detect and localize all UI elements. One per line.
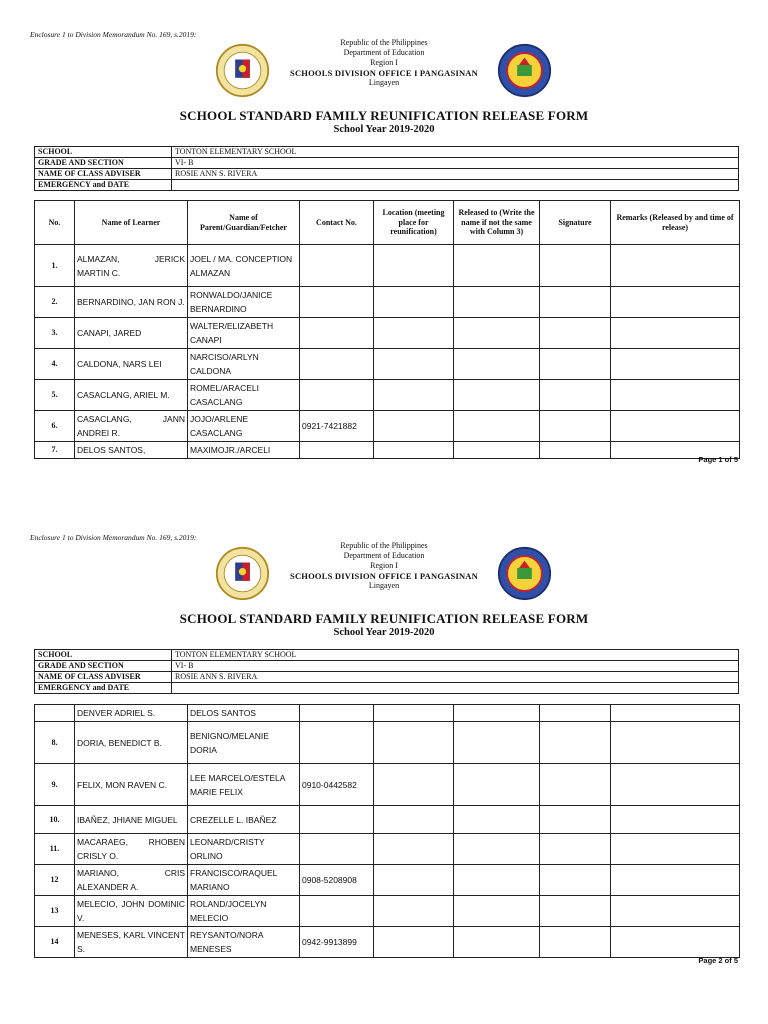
table-row bbox=[35, 245, 740, 287]
location-cell[interactable] bbox=[374, 927, 454, 958]
learner-name: MELECIO, JOHN DOMINIC V. bbox=[75, 896, 188, 927]
contact-number bbox=[300, 442, 374, 459]
contact-number: 0942-9913899 bbox=[300, 927, 374, 958]
page-number: Page 2 of 5 bbox=[698, 956, 738, 965]
school-value: TONTON ELEMENTARY SCHOOL bbox=[172, 650, 739, 661]
learner-name: FELIX, MON RAVEN C. bbox=[75, 764, 188, 806]
signature-cell[interactable] bbox=[540, 896, 611, 927]
table-row bbox=[35, 318, 740, 349]
col-remarks: Remarks (Released by and time of release) bbox=[611, 201, 740, 245]
row-number: 12 bbox=[35, 865, 75, 896]
learner-name: MACARAEG, RHOBEN CRISLY O. bbox=[75, 834, 188, 865]
learner-table bbox=[34, 200, 740, 459]
row-number: 2. bbox=[35, 287, 75, 318]
row-number: 1. bbox=[35, 245, 75, 287]
released-to-cell[interactable] bbox=[454, 865, 540, 896]
learner-name: CALDONA, NARS LEI bbox=[75, 349, 188, 380]
enclosure-note: Enclosure 1 to Division Memorandum No. 169, s.2019: bbox=[30, 533, 197, 542]
department-line: Department of Education bbox=[343, 48, 425, 57]
contact-number bbox=[300, 318, 374, 349]
row-number: 10. bbox=[35, 806, 75, 834]
grade-label: GRADE AND SECTION bbox=[35, 158, 172, 169]
letterhead bbox=[284, 38, 484, 88]
adviser-value: ROSIE ANN S. RIVERA bbox=[172, 169, 739, 180]
table-row bbox=[35, 442, 740, 459]
contact-number bbox=[300, 896, 374, 927]
row-number bbox=[35, 705, 75, 722]
parent-name: ROLAND/JOCELYN MELECIO bbox=[188, 896, 300, 927]
col-signature: Signature bbox=[540, 201, 611, 245]
released-to-cell[interactable] bbox=[454, 245, 540, 287]
location-cell[interactable] bbox=[374, 764, 454, 806]
released-to-cell[interactable] bbox=[454, 722, 540, 764]
released-to-cell[interactable] bbox=[454, 411, 540, 442]
row-number: 14 bbox=[35, 927, 75, 958]
location-cell[interactable] bbox=[374, 245, 454, 287]
location-cell[interactable] bbox=[374, 318, 454, 349]
contact-number bbox=[300, 806, 374, 834]
parent-name: WALTER/ELIZABETH CANAPI bbox=[188, 318, 300, 349]
signature-cell[interactable] bbox=[540, 245, 611, 287]
location-cell[interactable] bbox=[374, 287, 454, 318]
town-line: Lingayen bbox=[368, 78, 400, 87]
location-cell[interactable] bbox=[374, 442, 454, 459]
parent-name: DELOS SANTOS bbox=[188, 705, 300, 722]
contact-number bbox=[300, 722, 374, 764]
signature-cell[interactable] bbox=[540, 318, 611, 349]
parent-name: LEONARD/CRISTY ORLINO bbox=[188, 834, 300, 865]
signature-cell[interactable] bbox=[540, 927, 611, 958]
contact-number bbox=[300, 380, 374, 411]
remarks-cell[interactable] bbox=[611, 349, 740, 380]
form-title: SCHOOL STANDARD FAMILY REUNIFICATION RELEASE FORM bbox=[179, 108, 589, 123]
school-label: SCHOOL bbox=[35, 650, 172, 661]
school-label: SCHOOL bbox=[35, 147, 172, 158]
page-number: Page 1 of 5 bbox=[698, 455, 738, 464]
republic-line: Republic of the Philippines bbox=[340, 541, 428, 550]
col-no: No. bbox=[35, 201, 75, 245]
location-cell[interactable] bbox=[374, 896, 454, 927]
school-info-table bbox=[34, 146, 739, 191]
division-seal-icon bbox=[497, 43, 552, 98]
adviser-label: NAME OF CLASS ADVISER bbox=[35, 169, 172, 180]
remarks-cell[interactable] bbox=[611, 764, 740, 806]
document-page-1 bbox=[0, 0, 768, 503]
signature-cell[interactable] bbox=[540, 764, 611, 806]
parent-name: CREZELLE L. IBAÑEZ bbox=[188, 806, 300, 834]
released-to-cell[interactable] bbox=[454, 927, 540, 958]
learner-name: ALMAZAN, JERICK MARTIN C. bbox=[75, 245, 188, 287]
signature-cell[interactable] bbox=[540, 834, 611, 865]
contact-number bbox=[300, 834, 374, 865]
remarks-cell[interactable] bbox=[611, 806, 740, 834]
table-row bbox=[35, 834, 740, 865]
table-row bbox=[35, 764, 740, 806]
location-cell[interactable] bbox=[374, 380, 454, 411]
republic-line: Republic of the Philippines bbox=[340, 38, 428, 47]
signature-cell[interactable] bbox=[540, 806, 611, 834]
row-number: 5. bbox=[35, 380, 75, 411]
emergency-value bbox=[172, 180, 739, 191]
table-row bbox=[35, 380, 740, 411]
department-line: Department of Education bbox=[343, 551, 425, 560]
adviser-value: ROSIE ANN S. RIVERA bbox=[172, 672, 739, 683]
deped-seal-icon bbox=[215, 43, 270, 98]
released-to-cell[interactable] bbox=[454, 287, 540, 318]
remarks-cell[interactable] bbox=[611, 834, 740, 865]
learner-name: DELOS SANTOS, bbox=[75, 442, 188, 459]
parent-name: REYSANTO/NORA MENESES bbox=[188, 927, 300, 958]
table-row bbox=[35, 349, 740, 380]
released-to-cell[interactable] bbox=[454, 349, 540, 380]
row-number: 8. bbox=[35, 722, 75, 764]
parent-name: BENIGNO/MELANIE DORIA bbox=[188, 722, 300, 764]
parent-name: MAXIMOJR./ARCELI bbox=[188, 442, 300, 459]
signature-cell[interactable] bbox=[540, 722, 611, 764]
remarks-cell[interactable] bbox=[611, 896, 740, 927]
remarks-cell[interactable] bbox=[611, 245, 740, 287]
contact-number bbox=[300, 705, 374, 722]
form-title: SCHOOL STANDARD FAMILY REUNIFICATION RELEASE FORM bbox=[179, 611, 589, 626]
emergency-value bbox=[172, 683, 739, 694]
row-number: 11. bbox=[35, 834, 75, 865]
parent-name: RONWALDO/JANICE BERNARDINO bbox=[188, 287, 300, 318]
contact-number bbox=[300, 245, 374, 287]
location-cell[interactable] bbox=[374, 865, 454, 896]
deped-seal-icon bbox=[215, 546, 270, 601]
col-location: Location (meeting place for reunification) bbox=[374, 201, 454, 245]
division-seal-icon bbox=[497, 546, 552, 601]
row-number: 9. bbox=[35, 764, 75, 806]
learner-name: MENESES, KARL VINCENT S. bbox=[75, 927, 188, 958]
learner-name: DENVER ADRIEL S. bbox=[75, 705, 188, 722]
released-to-cell[interactable] bbox=[454, 896, 540, 927]
school-info-table bbox=[34, 649, 739, 694]
released-to-cell[interactable] bbox=[454, 318, 540, 349]
signature-cell[interactable] bbox=[540, 442, 611, 459]
signature-cell[interactable] bbox=[540, 380, 611, 411]
remarks-cell[interactable] bbox=[611, 705, 740, 722]
contact-number: 0921-7421882 bbox=[300, 411, 374, 442]
table-row bbox=[35, 411, 740, 442]
learner-name: CASACLANG, JANN ANDREI R. bbox=[75, 411, 188, 442]
location-cell[interactable] bbox=[374, 722, 454, 764]
letterhead bbox=[284, 541, 484, 591]
school-year: School Year 2019-2020 bbox=[333, 627, 435, 638]
signature-cell[interactable] bbox=[540, 349, 611, 380]
row-number: 7. bbox=[35, 442, 75, 459]
parent-name: JOJO/ARLENE CASACLANG bbox=[188, 411, 300, 442]
table-row bbox=[35, 806, 740, 834]
released-to-cell[interactable] bbox=[454, 834, 540, 865]
school-year: School Year 2019-2020 bbox=[333, 124, 435, 135]
learner-name: BERNARDINO, JAN RON J. bbox=[75, 287, 188, 318]
grade-value: VI- B bbox=[172, 661, 739, 672]
contact-number bbox=[300, 349, 374, 380]
location-cell[interactable] bbox=[374, 349, 454, 380]
enclosure-note: Enclosure 1 to Division Memorandum No. 169, s.2019: bbox=[30, 30, 197, 39]
signature-cell[interactable] bbox=[540, 705, 611, 722]
table-row bbox=[35, 927, 740, 958]
row-number: 4. bbox=[35, 349, 75, 380]
learner-name: MARIANO, CRIS ALEXANDER A. bbox=[75, 865, 188, 896]
table-row bbox=[35, 896, 740, 927]
location-cell[interactable] bbox=[374, 806, 454, 834]
remarks-cell[interactable] bbox=[611, 380, 740, 411]
emergency-label: EMERGENCY and DATE bbox=[35, 683, 172, 694]
remarks-cell[interactable] bbox=[611, 287, 740, 318]
signature-cell[interactable] bbox=[540, 287, 611, 318]
learner-table bbox=[34, 704, 740, 958]
division-line: SCHOOLS DIVISION OFFICE I PANGASINAN bbox=[290, 571, 478, 581]
released-to-cell[interactable] bbox=[454, 806, 540, 834]
col-parent: Name of Parent/Guardian/Fetcher bbox=[188, 201, 300, 245]
town-line: Lingayen bbox=[368, 581, 400, 590]
location-cell[interactable] bbox=[374, 705, 454, 722]
released-to-cell[interactable] bbox=[454, 764, 540, 806]
location-cell[interactable] bbox=[374, 834, 454, 865]
adviser-label: NAME OF CLASS ADVISER bbox=[35, 672, 172, 683]
row-number: 6. bbox=[35, 411, 75, 442]
region-line: Region I bbox=[370, 561, 398, 570]
grade-label: GRADE AND SECTION bbox=[35, 661, 172, 672]
signature-cell[interactable] bbox=[540, 411, 611, 442]
parent-name: NARCISO/ARLYN CALDONA bbox=[188, 349, 300, 380]
remarks-cell[interactable] bbox=[611, 318, 740, 349]
col-contact: Contact No. bbox=[300, 201, 374, 245]
document-page-2 bbox=[0, 503, 768, 1024]
division-line: SCHOOLS DIVISION OFFICE I PANGASINAN bbox=[290, 68, 478, 78]
learner-name: CANAPI, JARED bbox=[75, 318, 188, 349]
table-row bbox=[35, 705, 740, 722]
school-value: TONTON ELEMENTARY SCHOOL bbox=[172, 147, 739, 158]
signature-cell[interactable] bbox=[540, 865, 611, 896]
location-cell[interactable] bbox=[374, 411, 454, 442]
emergency-label: EMERGENCY and DATE bbox=[35, 180, 172, 191]
remarks-cell[interactable] bbox=[611, 927, 740, 958]
parent-name: LEE MARCELO/ESTELA MARIE FELIX bbox=[188, 764, 300, 806]
col-released-to: Released to (Write the name if not the same with Column 3) bbox=[454, 201, 540, 245]
remarks-cell[interactable] bbox=[611, 865, 740, 896]
region-line: Region I bbox=[370, 58, 398, 67]
contact-number: 0908-5208908 bbox=[300, 865, 374, 896]
parent-name: FRANCISCO/RAQUEL MARIANO bbox=[188, 865, 300, 896]
learner-name: IBAÑEZ, JHIANE MIGUEL bbox=[75, 806, 188, 834]
parent-name: JOEL / MA. CONCEPTION ALMAZAN bbox=[188, 245, 300, 287]
row-number: 3. bbox=[35, 318, 75, 349]
contact-number bbox=[300, 287, 374, 318]
released-to-cell[interactable] bbox=[454, 380, 540, 411]
remarks-cell[interactable] bbox=[611, 722, 740, 764]
table-row bbox=[35, 722, 740, 764]
parent-name: ROMEL/ARACELI CASACLANG bbox=[188, 380, 300, 411]
grade-value: VI- B bbox=[172, 158, 739, 169]
contact-number: 0910-0442582 bbox=[300, 764, 374, 806]
learner-name: DORIA, BENEDICT B. bbox=[75, 722, 188, 764]
released-to-cell[interactable] bbox=[454, 442, 540, 459]
row-number: 13 bbox=[35, 896, 75, 927]
col-learner: Name of Learner bbox=[75, 201, 188, 245]
learner-name: CASACLANG, ARIEL M. bbox=[75, 380, 188, 411]
table-row bbox=[35, 287, 740, 318]
table-row bbox=[35, 865, 740, 896]
released-to-cell[interactable] bbox=[454, 705, 540, 722]
remarks-cell[interactable] bbox=[611, 411, 740, 442]
